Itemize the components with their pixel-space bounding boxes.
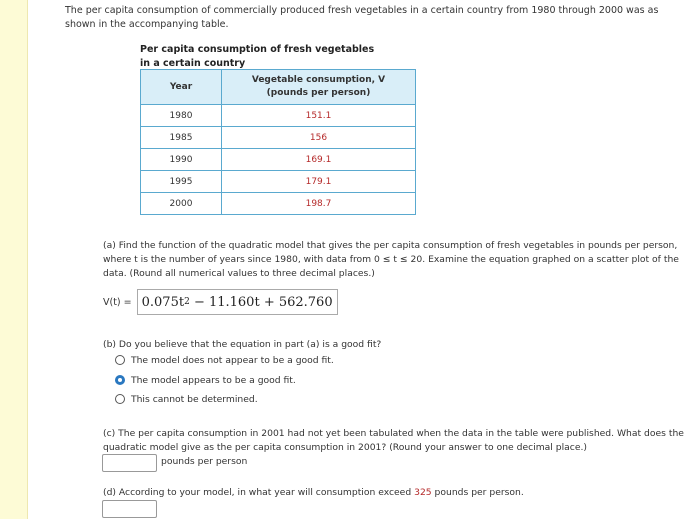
header-consumption-line1: Vegetable consumption, V [251, 75, 386, 85]
table-row [141, 105, 416, 127]
answer-pre: 0.075t [141, 294, 185, 310]
radio-option-3[interactable] [115, 391, 258, 407]
radio-circle-icon[interactable] [115, 355, 125, 365]
data-table [140, 69, 416, 215]
table-row [141, 149, 416, 171]
year-cell: 1990 [141, 149, 222, 171]
table-row [141, 171, 416, 193]
question-content [27, 0, 700, 519]
part-d-highlight: 325 [414, 487, 432, 498]
part-d-text-post: pounds per person. [431, 487, 524, 498]
table-title-line1: Per capita consumption of fresh vegetables [140, 44, 375, 55]
table-title [140, 43, 374, 71]
table-title-line2: in a certain country [140, 58, 246, 69]
answer-exponent: 2 [184, 297, 190, 307]
part-b-question: (b) Do you believe that the equation in part (a) is a good fit? [103, 339, 382, 350]
part-c-answer-input[interactable] [102, 454, 157, 472]
radio-label: The model does not appear to be a good fit. [131, 354, 334, 366]
year-cell: 1980 [141, 105, 222, 127]
value-cell: 151.1 [222, 105, 416, 127]
radio-selected-icon[interactable] [115, 375, 125, 385]
part-d-text [103, 486, 688, 500]
part-a-answer-row [103, 289, 338, 315]
header-consumption [222, 70, 416, 105]
part-a-label: V(t) = [103, 296, 132, 308]
radio-label: The model appears to be a good fit. [131, 374, 296, 386]
part-a-text: (a) Find the function of the quadratic model that gives the per capita consumption of fresh vegetables in pounds per person, where t is the number of years since 1980, with data from 0 ≤ t ≤ 20. Examine the equation graphed on a scatter plot of the data. (Round all numerical values to three decimal places.) [103, 240, 679, 279]
left-stripe [0, 0, 28, 519]
part-d-text-pre: (d) According to your model, in what year will consumption exceed [103, 487, 415, 498]
year-cell: 1985 [141, 127, 222, 149]
part-d-answer-input[interactable] [102, 500, 157, 518]
radio-circle-icon[interactable] [115, 394, 125, 404]
year-cell: 1995 [141, 171, 222, 193]
part-c-text: (c) The per capita consumption in 2001 had not yet been tabulated when the data in the table were published. What does the quadratic model give as the per capita consumption in 2001? (Round your answer to one decimal place.) [103, 428, 684, 453]
table-row [141, 127, 416, 149]
table-header-row [141, 70, 416, 105]
value-cell: 169.1 [222, 149, 416, 171]
header-consumption-line2: (pounds per person) [266, 88, 371, 98]
radio-option-2[interactable] [115, 372, 296, 388]
header-year: Year [141, 70, 222, 105]
value-cell: 156 [222, 127, 416, 149]
radio-label: This cannot be determined. [131, 393, 258, 405]
value-cell: 179.1 [222, 171, 416, 193]
value-cell: 198.7 [222, 193, 416, 215]
year-cell: 2000 [141, 193, 222, 215]
intro-text: The per capita consumption of commercially produced fresh vegetables in a certain country from 1980 through 2000 was as shown in the accompanying table. [65, 5, 659, 30]
part-a-answer-field[interactable] [137, 289, 338, 315]
table-row [141, 193, 416, 215]
part-c-unit: pounds per person [161, 456, 248, 467]
answer-post: − 11.160t + 562.760 [189, 294, 333, 310]
radio-option-1[interactable] [115, 352, 334, 368]
